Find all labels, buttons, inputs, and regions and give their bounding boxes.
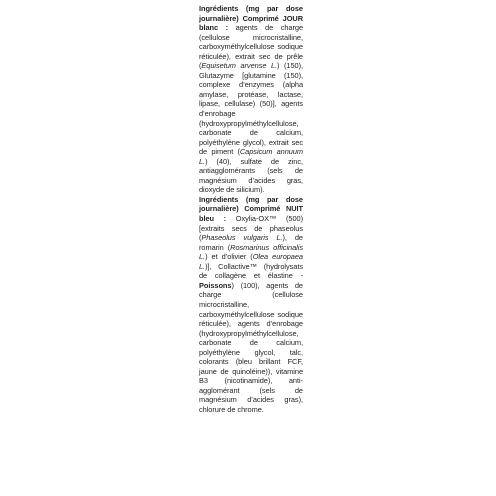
- day-ingredients-text: ) (150), Glutazyme [glutamine (150), complexe d’enzymes (alpha amylase, protéase, lactase, lipase, cellulase) (50)], agents d’enrobage (hydroxypropylméthylcellulose, carbonate de calcium, polyéthylène glycol), extrait sec de piment (: [199, 61, 304, 157]
- day-ingredients-text: ) (40), sulfate de zinc, antiagglomérants (sels de magnésium d’acides gras, dioxyde de silicium).: [199, 156, 303, 195]
- night-ingredients-text: )], Collactive™ (hydrolysats de collagène et élastine -: [199, 261, 303, 281]
- night-ingredients-text: Oxylia-OX™ (500) [extraits secs de phaseolus (: [199, 214, 303, 243]
- night-ingredients-text: ), de romarin (: [199, 233, 303, 252]
- allergen-highlight: Poissons: [199, 280, 232, 290]
- night-ingredients-text: ) (100), agents de charge (cellulose microcristalline, carboxyméthylcellulose sodique réticulée), agents d’enrobage (hydroxypropylméthylcellulose, carbonate de calcium, polyéthylène glycol, talc, colorants (bleu brillant FCF, jaune de quinoléine)), vitamine B3 (nicotinamide), anti-agglomérant (sels de magnésium d’acides gras), chlorure de chrome.: [199, 280, 303, 414]
- night-latin-name: Rosmarinus officinalis L.: [199, 242, 303, 262]
- day-latin-name: Capsicum annuum L.: [199, 147, 303, 166]
- day-ingredients-paragraph: [199, 4, 303, 195]
- night-latin-name: Olea europaea L.: [199, 252, 303, 271]
- night-ingredients-text: ) et d’olivier (: [205, 252, 253, 262]
- day-ingredients-text: agents de charge (cellulose microcristalline, carboxyméthylcellulose sodique réticulée), extrait sec de prêle (: [199, 23, 304, 71]
- night-latin-name: Phaseolus vulgaris L.: [201, 233, 283, 243]
- ingredients-column: [199, 4, 303, 415]
- day-ingredients-heading: Ingrédients (mg par dose journalière) Comprimé JOUR blanc :: [199, 4, 303, 33]
- night-ingredients-heading: Ingrédients (mg par dose journalière) Comprimé NUIT bleu :: [199, 194, 303, 224]
- night-ingredients-paragraph: [199, 195, 303, 415]
- day-latin-name: Equisetum arvense L.: [201, 61, 278, 71]
